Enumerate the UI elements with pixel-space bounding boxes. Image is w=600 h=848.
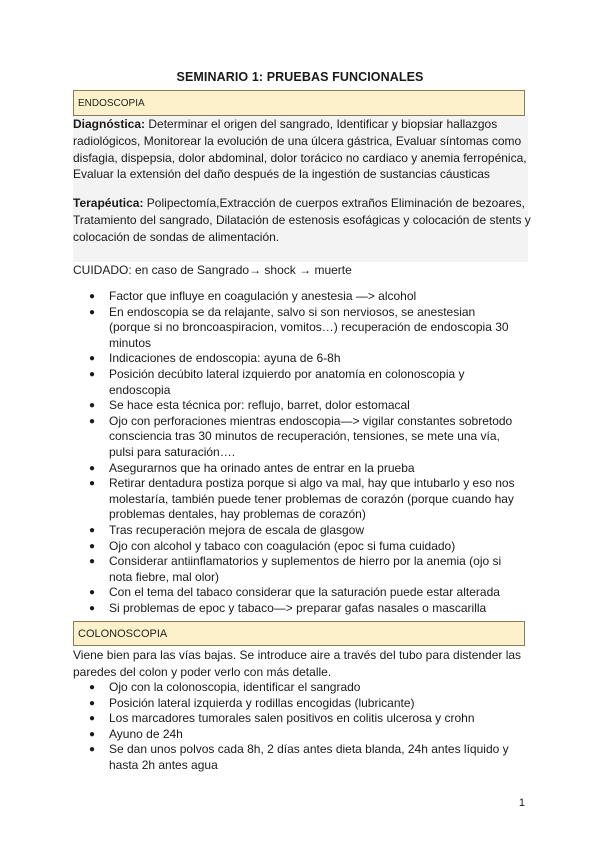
bullet-icon: ●: [89, 400, 96, 412]
list-item: [0, 539, 519, 555]
list-item: [0, 601, 519, 617]
bullet-icon: ●: [89, 462, 96, 474]
cuidado-note: CUIDADO: en caso de Sangrado→ shock → muerte: [73, 263, 352, 277]
list-item-text: Se hace esta técnica por: reflujo, barret, dolor estomacal: [109, 398, 410, 413]
list-item-text: En endoscopia se da relajante, salvo si son nerviosos, se anestesian (porque si no broncoaspiracion, vomitos…) recuperación de endoscopia 30 minutos: [109, 304, 509, 350]
bullet-icon: ●: [89, 697, 96, 709]
terapeutica-text: Polipectomía,Extracción de cuerpos extraños Eliminación de bezoares, Tratamiento del sangrado, Dilatación de estenosis esofágicas y colocación de stents y colocación de sondas de alimentación.: [73, 196, 531, 244]
bullet-icon: ●: [89, 587, 96, 599]
bullet-icon: ●: [89, 306, 96, 318]
list-item-text: Factor que influye en coagulación y anestesia —> alcohol: [109, 289, 417, 303]
list-item-text: Posición lateral izquierda y rodillas encogidas (lubricante): [109, 695, 415, 710]
bullet-icon: ●: [89, 291, 96, 302]
list-item: [0, 289, 519, 305]
diagnostica-paragraph: [73, 116, 533, 183]
bullet-icon: ●: [89, 744, 96, 756]
bullet-icon: ●: [89, 478, 96, 490]
list-item: [0, 351, 519, 367]
bullet-icon: ●: [89, 556, 96, 568]
list-item-text: Asegurarnos que ha orinado antes de entrar en la prueba: [109, 460, 415, 475]
list-item: [0, 461, 519, 477]
bullet-icon: ●: [89, 602, 96, 614]
list-item-text: Con el tema del tabaco considerar que la saturación puede estar alterada: [109, 585, 500, 600]
list-item: [0, 523, 519, 539]
list-item-text: Considerar antiinflamatorios y suplementos de hierro por la anemia (ojo si nota fiebre, mal olor): [109, 554, 502, 584]
colonoscopia-bullet-list: [0, 680, 519, 774]
list-item-text: Ayuno de 24h: [109, 726, 183, 741]
diagnostica-label: Diagnóstica:: [73, 117, 146, 131]
bullet-icon: ●: [89, 368, 96, 380]
list-item: [0, 398, 519, 414]
list-item-text: Si problemas de epoc y tabaco—> preparar gafas nasales o mascarilla: [109, 600, 487, 615]
list-item-text: Se dan unos polvos cada 8h, 2 días antes dieta blanda, 24h antes líquido y hasta 2h antes agua: [109, 742, 509, 772]
list-item: [0, 554, 519, 585]
bullet-icon: ●: [89, 524, 96, 536]
page-title: SEMINARIO 1: PRUEBAS FUNCIONALES: [176, 70, 424, 84]
list-item-text: Retirar dentadura postiza porque si algo va mal, hay que intubarlo y eso nos molestaría, también puede tener problemas de corazón (porque cuando hay problemas dentales, hay problemas de corazón): [109, 476, 515, 522]
bullet-icon: ●: [89, 713, 96, 725]
list-item: [0, 696, 519, 712]
endoscopia-bullet-list: [0, 289, 519, 616]
list-item-text: Ojo con alcohol y tabaco con coagulación (epoc si fuma cuidado): [109, 538, 456, 553]
list-item: [0, 680, 519, 696]
bullet-icon: ●: [89, 353, 96, 365]
section-heading-endoscopia: [73, 90, 525, 116]
list-item: [0, 727, 519, 743]
section-heading-label: COLONOSCOPIA: [78, 627, 168, 640]
list-item: [0, 711, 519, 727]
diagnostica-text: Determinar el origen del sangrado, Identificar y biopsiar hallazgos radiológicos, Monitorear la evolución de una úlcera gástrica, Evaluar síntomas como disfagia, dispepsia, dolor abdominal, dolor torácico no cardiaco y anemia ferropénica, Evaluar la extensión del daño después de la ingestión de sustancias cáusticas: [73, 117, 527, 182]
list-item: [0, 476, 519, 523]
page-number: 1: [518, 797, 525, 809]
list-item-text: Ojo con la colonoscopia, identificar el sangrado: [109, 680, 361, 694]
terapeutica-paragraph: [73, 195, 533, 245]
section-heading-label: ENDOSCOPIA: [78, 97, 145, 109]
list-item: [0, 305, 519, 352]
bullet-icon: ●: [89, 415, 96, 427]
list-item: [0, 414, 519, 461]
bullet-icon: ●: [89, 728, 96, 740]
list-item: [0, 742, 519, 773]
list-item-text: Ojo con perforaciones mientras endoscopia—> vigilar constantes sobretodo consciencia tras 30 minutos de recuperación, tensiones, se mete una vía, pulsi para saturación….: [109, 413, 513, 459]
section-heading-colonoscopia: [73, 621, 525, 646]
list-item: [0, 367, 519, 398]
bullet-icon: ●: [89, 682, 96, 693]
list-item: [0, 585, 519, 601]
bullet-icon: ●: [89, 540, 96, 552]
list-item-text: Posición decúbito lateral izquierdo por anatomía en colonoscopia y endoscopia: [109, 366, 465, 397]
list-item-text: Indicaciones de endoscopia: ayuna de 6-8h: [109, 351, 341, 366]
terapeutica-label: Terapéutica:: [73, 196, 144, 210]
list-item-text: Los marcadores tumorales salen positivos en colitis ulcerosa y crohn: [109, 711, 475, 726]
colonoscopia-intro: Viene bien para las vías bajas. Se introduce aire a través del tubo para distender las paredes del colon y poder verlo con más detalle.: [73, 648, 522, 679]
list-item-text: Tras recuperación mejora de escala de glasgow: [109, 522, 365, 537]
